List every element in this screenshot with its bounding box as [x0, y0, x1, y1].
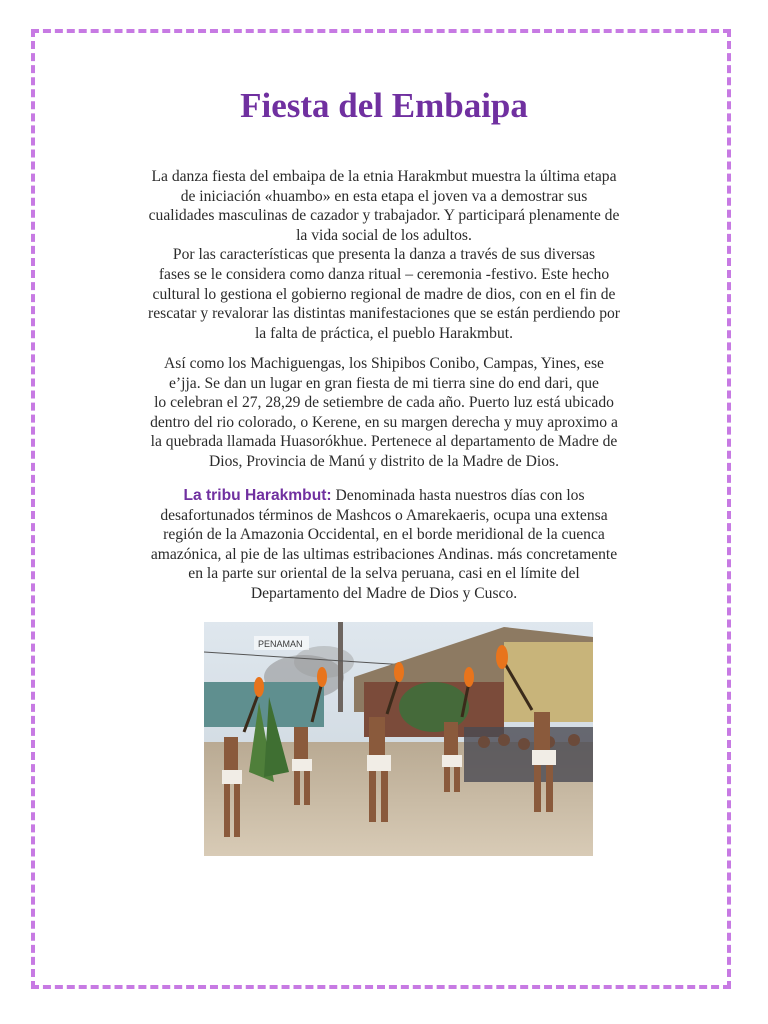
text-line: Departamento del Madre de Dios y Cusco.: [250, 584, 518, 602]
text-line: desafortunados términos de Mashcos o Amarekaeris, ocupa una extensa: [160, 506, 608, 524]
text-line: en la parte sur oriental de la selva peruana, casi en el límite del: [188, 565, 580, 583]
photo-watermark: PENAMAN: [258, 639, 303, 649]
text-line: fases se le considera como danza ritual – ceremonia -festivo. Este hecho: [158, 265, 610, 283]
text-line: Así como los Machiguengas, los Shipibos Conibo, Campas, Yines, ese: [164, 355, 604, 372]
text-line: Por las características que presenta la danza a través de sus diversas: [172, 246, 596, 264]
text-line: [104, 486, 664, 506]
text-line: cualidades masculinas de cazador y trabajador. Y participará plenamente de: [148, 207, 620, 225]
text-line: la quebrada llamada Huasorókhue. Pertenece al departamento de Madre de: [150, 433, 618, 451]
tribe-label: La tribu Harakmbut:: [183, 487, 332, 504]
text-line: la vida social de los adultos.: [296, 226, 472, 244]
text-line: de iniciación «huambo» en esta etapa el joven va a demostrar sus: [180, 187, 588, 205]
text-line: amazónica, al pie de las ultimas estribaciones Andinas. más concretamente: [150, 545, 618, 563]
tribe-line-rest: Denominada hasta nuestros días con los: [331, 487, 585, 504]
text-line: la falta de práctica, el pueblo Harakmbut.: [254, 324, 514, 342]
dance-photo: [204, 622, 593, 856]
dance-photo-illustration: [204, 622, 593, 856]
text-line: e’jja. Se dan un lugar en gran fiesta de mi tierra sine do end dari, que: [169, 374, 599, 392]
text-line: región de la Amazonia Occidental, en el borde meridional de la cuenca: [163, 526, 605, 544]
paragraph-peoples: [104, 354, 664, 472]
text-line: rescatar y revalorar las distintas manifestaciones que se están perdiendo por: [148, 305, 620, 323]
text-line: dentro del rio colorado, o Kerene, en su margen derecha y muy aproximo a: [150, 413, 618, 431]
paragraph-intro: [104, 167, 664, 343]
text-line: La danza fiesta del embaipa de la etnia Harakmbut muestra la última etapa: [151, 168, 617, 185]
text-line: lo celebran el 27, 28,29 de setiembre de cada año. Puerto luz está ubicado: [154, 394, 614, 412]
document-title: Fiesta del Embaipa: [240, 86, 528, 125]
paragraph-tribe: [104, 486, 664, 604]
text-line: cultural lo gestiona el gobierno regional de madre de dios, con en el fin de: [152, 285, 616, 303]
text-line: Dios, Provincia de Manú y distrito de la Madre de Dios.: [209, 452, 559, 470]
